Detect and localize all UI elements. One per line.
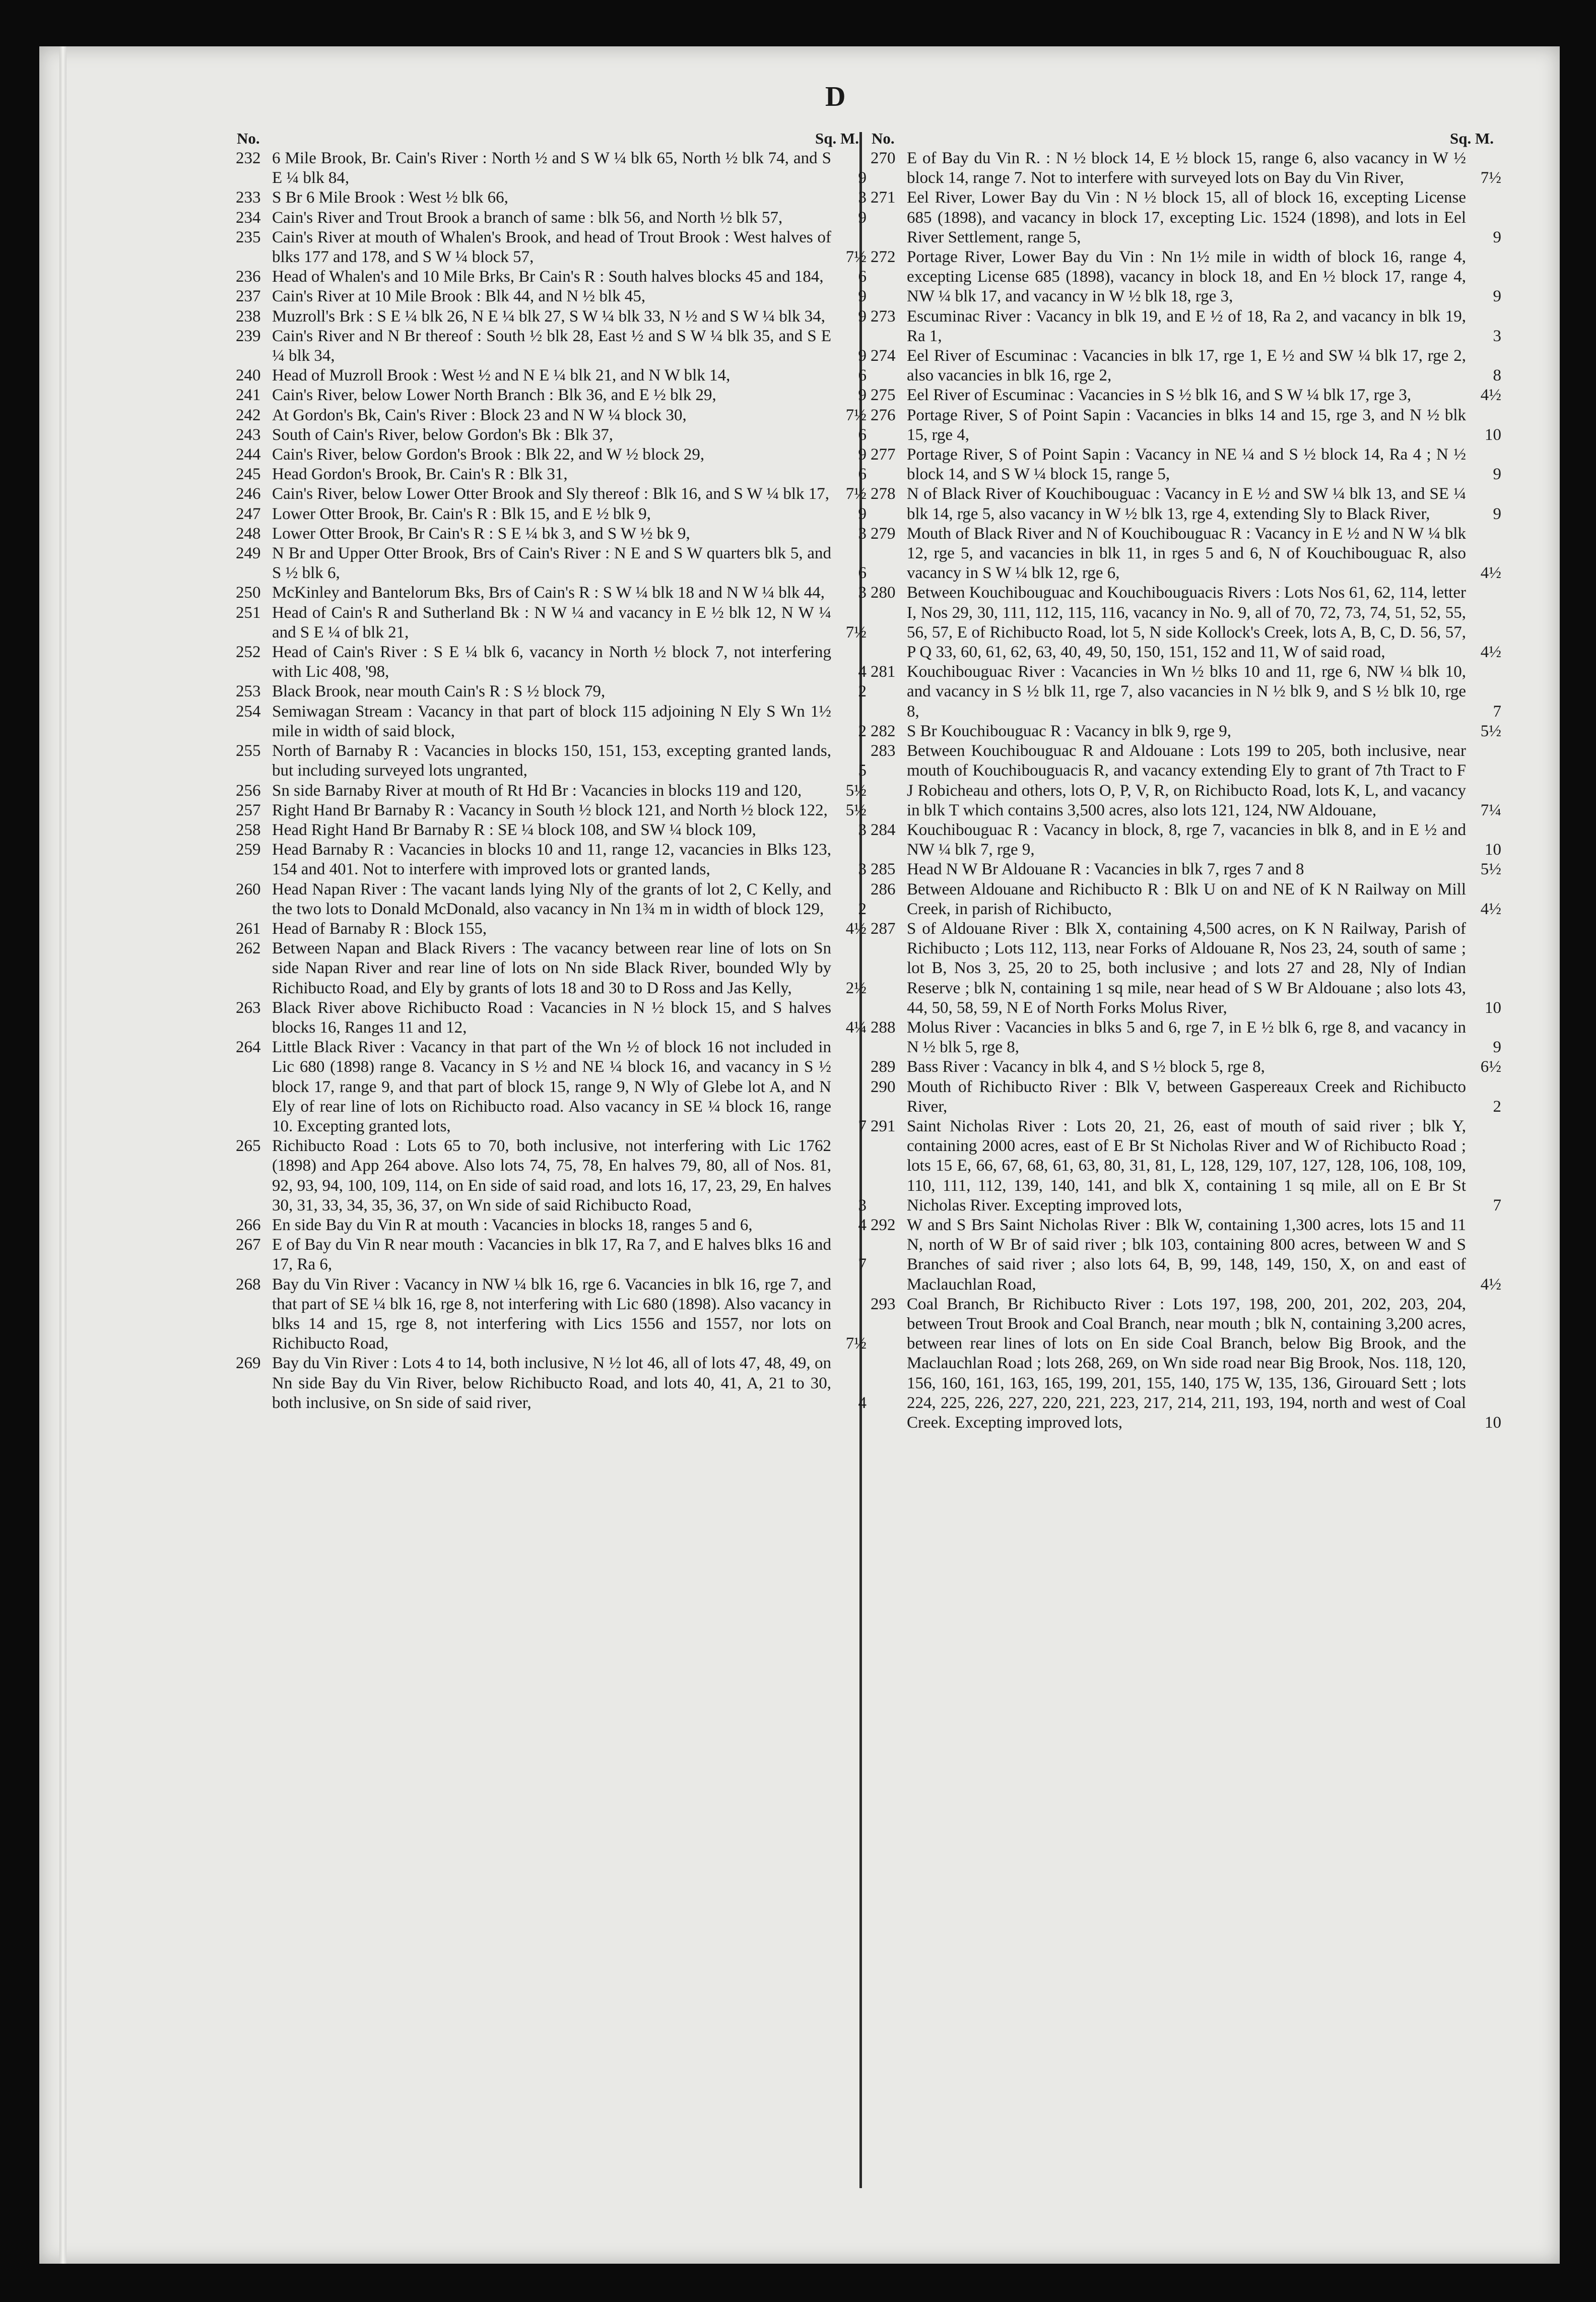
entry-description: Portage River, S of Point Sapin : Vacancies in blks 14 and 15, rge 3, and N ½ blk 15, rge 4, (907, 406, 1466, 444)
entry-number: 265 (236, 1137, 261, 1156)
entry-area: 4¼ (845, 1018, 867, 1037)
entry-area: 10 (1485, 1414, 1501, 1432)
entry-number: 283 (871, 742, 896, 760)
entry-description: Muzroll's Brk : S E ¼ blk 26, N E ¼ blk 27, S W ¼ blk 33, N ½ and S W ¼ blk 34, (272, 307, 826, 326)
list-entry (236, 287, 867, 306)
entry-number: 287 (871, 919, 896, 938)
entry-area: 4½ (1480, 1275, 1501, 1294)
entry-number: 261 (236, 919, 261, 938)
entry-number: 268 (236, 1275, 261, 1294)
entry-description: Lower Otter Brook, Br Cain's R : S E ¼ bk 3, and S W ½ bk 9, (272, 524, 690, 543)
entry-number: 286 (871, 880, 896, 899)
entry-description: Eel River of Escuminac : Vacancies in S ½ blk 16, and S W ¼ blk 17, rge 3, (907, 386, 1412, 405)
entry-description: Head Gordon's Brook, Br. Cain's R : Blk 31, (272, 465, 568, 484)
entry-number: 233 (236, 188, 261, 207)
entry-description: Richibucto Road : Lots 65 to 70, both inclusive, not interfering with Lic 1762 (1898) and App 264 above. Also lots 74, 75, 78, En halves 79, 80, all of Nos. 81, 92, 93, 94, 100, 109, 114, on En side of said road, and lots 16, 17, 23, 29, En halves 30, 31, 33, 34, 35, 36, 37, on Wn side of said Richibucto Road, (272, 1137, 831, 1214)
entry-area: 6 (858, 465, 867, 484)
entry-description: Molus River : Vacancies in blks 5 and 6, rge 7, in E ½ blk 6, rge 8, and vacancy in N ½ blk 5, rge 8, (907, 1018, 1466, 1057)
list-entry (236, 1235, 867, 1274)
entry-area: 9 (858, 208, 867, 227)
entry-number: 278 (871, 485, 896, 503)
entry-area: 9 (1493, 1038, 1501, 1057)
list-entry (236, 781, 867, 801)
entry-description: Saint Nicholas River : Lots 20, 21, 26, east of mouth of said river ; blk Y, containing 2000 acres, east of E Br St Nicholas River and W of Richibucto Road ; lots 15 E, 66, 67, 68, 61, 63, 80, 31, 81, L, 128, 129, 107, 127, 128, 106, 108, 109, 110, 111, 112, 139, 140, 141, and blk X, containing 1 sq mile, all on E Br St Nicholas River. Excepting improved lots, (907, 1117, 1466, 1214)
list-entry (236, 188, 867, 208)
entry-number: 264 (236, 1038, 261, 1057)
entry-description: Between Kouchibouguac R and Aldouane : Lots 199 to 205, both inclusive, near mouth of Kouchibouguacis R, and vacancy extending Ely to grant of 7th Tract to F J Robicheau and others, lots O, P, V, R, on Richibucto Road, lots K, L, and vacancy in blk T which contains 3,500 acres, also lots 121, 124, NW Aldouane, (907, 742, 1466, 819)
list-entry (871, 307, 1501, 346)
entry-number: 243 (236, 425, 261, 444)
entry-description: Head N W Br Aldouane R : Vacancies in blk 7, rges 7 and 8 (907, 860, 1304, 879)
list-entry (871, 880, 1501, 919)
list-entry (236, 583, 867, 603)
entry-number: 236 (236, 268, 261, 286)
entry-area: 2 (858, 722, 867, 740)
list-entry (236, 524, 867, 544)
entry-description: Cain's River at mouth of Whalen's Brook, and head of Trout Brook : West halves of blks 177 and 178, and S W ¼ block 57, (272, 228, 831, 267)
entry-area: 7½ (845, 485, 867, 503)
list-entry (236, 682, 867, 701)
entry-area: 7½ (845, 406, 867, 424)
entry-area: 9 (858, 287, 867, 306)
entry-description: Cain's River, below Gordon's Brook : Blk 22, and W ½ block 29, (272, 445, 705, 464)
list-entry (236, 504, 867, 524)
entry-description: Bay du Vin River : Vacancy in NW ¼ blk 16, rge 6. Vacancies in blk 16, rge 7, and that part of SE ¼ blk 16, rge 8, not interfering with Lic 680 (1898). Also vacancy in blks 14 and 15, rge 8, not interfering with Lics 1556 and 1557, nor lots on Richibucto Road, (272, 1275, 831, 1353)
left-column-header (237, 129, 859, 149)
entry-area: 7 (1493, 1196, 1501, 1214)
entry-number: 272 (871, 248, 896, 267)
list-entry (236, 880, 867, 919)
right-column-header (872, 129, 1494, 149)
entry-area: 10 (1485, 841, 1501, 859)
entry-description: Semiwagan Stream : Vacancy in that part of block 115 adjoining N Ely S Wn 1½ mile in width of said block, (272, 702, 831, 740)
list-entry (871, 1057, 1501, 1077)
entry-description: Between Aldouane and Richibucto R : Blk U on and NE of K N Railway on Mill Creek, in parish of Richibucto, (907, 880, 1466, 918)
entry-area: 2½ (845, 979, 867, 997)
list-entry (236, 603, 867, 643)
entry-description: 6 Mile Brook, Br. Cain's River : North ½ and S W ¼ blk 65, North ½ blk 74, and S E ¼ blk 84, (272, 149, 831, 187)
entry-number: 288 (871, 1018, 896, 1037)
entry-description: Eel River, Lower Bay du Vin : N ½ block 15, all of block 16, excepting License 685 (1898), and vacancy in block 17, excepting Lic. 1524 (1898), and lots in Eel River Settlement, range 5, (907, 188, 1466, 246)
list-entry (236, 998, 867, 1038)
entry-area: 4½ (1480, 564, 1501, 583)
list-entry (236, 702, 867, 741)
list-entry (871, 860, 1501, 879)
list-entry (236, 1136, 867, 1216)
list-entry (236, 1354, 867, 1413)
entry-area: 7½ (845, 1334, 867, 1353)
entry-area: 4½ (1480, 386, 1501, 405)
sqm-header: Sq. M. (1450, 130, 1494, 147)
entry-description: Eel River of Escuminac : Vacancies in blk 17, rge 1, E ½ and SW ¼ blk 17, rge 2, also vacancies in blk 16, rge 2, (907, 347, 1466, 385)
entry-description: Head of Cain's R and Sutherland Bk : N W ¼ and vacancy in E ½ blk 12, N W ¼ and S E ¼ of blk 21, (272, 603, 831, 642)
list-entry (871, 188, 1501, 247)
entry-description: Black Brook, near mouth Cain's R : S ½ block 79, (272, 682, 606, 701)
entry-area: 9 (858, 347, 867, 365)
entry-description: Between Kouchibouguac and Kouchibouguacis Rivers : Lots Nos 61, 62, 114, letter I, Nos 29, 30, 111, 112, 115, 116, vacancy in No. 9, all of 70, 72, 73, 74, 51, 52, 55, 56, 57, E of Richibucto Road, lot 5, N side Kollock's Creek, lots A, B, C, D. 56, 57, P Q 33, 60, 61, 62, 63, 40, 49, 50, 150, 151, 152 and 11, W of said road, (907, 584, 1466, 662)
list-entry (236, 1275, 867, 1354)
list-entry (236, 267, 867, 287)
entry-area: 7½ (845, 248, 867, 267)
page-letter: D (825, 81, 846, 112)
entry-number: 251 (236, 603, 261, 622)
list-entry (871, 741, 1501, 820)
entry-number: 241 (236, 386, 261, 405)
entry-area: 9 (858, 504, 867, 523)
entry-area: 3 (858, 820, 867, 839)
entry-number: 244 (236, 445, 261, 464)
entry-area: 10 (1485, 425, 1501, 444)
entry-description: Bay du Vin River : Lots 4 to 14, both inclusive, N ½ lot 46, all of lots 47, 48, 49, on Nn side Bay du Vin River, below Richibucto Road, and lots 40, 41, A, 21 to 30, both inclusive, on Sn side of said river, (272, 1354, 831, 1412)
entry-area: 5½ (845, 801, 867, 819)
entry-description: Portage River, Lower Bay du Vin : Nn 1½ mile in width of block 16, range 4, excepting License 685 (1898), vacancy in block 18, and En ½ block 17, range 4, NW ¼ blk 17, and vacancy in W ½ blk 18, rge 3, (907, 248, 1466, 306)
entry-area: 3 (858, 1196, 867, 1214)
entry-number: 276 (871, 406, 896, 424)
entry-area: 3 (858, 860, 867, 879)
list-entry (236, 820, 867, 840)
entry-area: 9 (858, 445, 867, 464)
right-column (871, 129, 1501, 1433)
entry-area: 3 (858, 584, 867, 602)
entry-description: Cain's River and Trout Brook a branch of same : blk 56, and North ½ blk 57, (272, 208, 783, 227)
list-entry (236, 445, 867, 465)
entry-number: 271 (871, 188, 896, 207)
entry-description: Sn side Barnaby River at mouth of Rt Hd Br : Vacancies in blocks 119 and 120, (272, 781, 802, 800)
entry-description: Mouth of Black River and N of Kouchibouguac R : Vacancy in E ½ and N W ¼ blk 12, rge 5, and vacancies in blk 11, in rges 5 and 6, N of Kouchibouguac R, also vacancy in S W ¼ blk 12, rge 6, (907, 524, 1466, 583)
entry-number: 262 (236, 939, 261, 958)
entry-number: 282 (871, 722, 896, 740)
entry-description: Head of Barnaby R : Block 155, (272, 919, 487, 938)
list-entry (871, 820, 1501, 860)
entry-area: 7½ (845, 623, 867, 642)
list-entry (236, 643, 867, 682)
entry-number: 267 (236, 1236, 261, 1254)
list-entry (871, 722, 1501, 741)
entry-area: 7½ (1480, 169, 1501, 187)
entry-description: Head Right Hand Br Barnaby R : SE ¼ block 108, and SW ¼ block 109, (272, 820, 756, 839)
entry-area: 6 (858, 564, 867, 583)
entry-area: 4 (858, 1216, 867, 1234)
entry-number: 258 (236, 820, 261, 839)
list-entry (871, 247, 1501, 307)
entry-description: Little Black River : Vacancy in that part of the Wn ½ of block 16 not included in Lic 680 (1898) range 8. Vacancy in S ½ and NE ¼ block 16, and vacancy in S ½ block 17, range 9, and that part of block 15, range 9, N Wly of Glebe lot A, and N Ely of rear line of lots on Richibucto road. Also vacancy in SE ¼ block 16, range 10. Excepting granted lots, (272, 1038, 831, 1135)
entry-description: Escuminac River : Vacancy in blk 19, and E ½ of 18, Ra 2, and vacancy in blk 19, Ra 1, (907, 307, 1466, 345)
entry-number: 238 (236, 307, 261, 326)
entry-description: At Gordon's Bk, Cain's River : Block 23 and N W ¼ block 30, (272, 406, 687, 424)
entry-number: 247 (236, 504, 261, 523)
entry-area: 4½ (1480, 643, 1501, 662)
entry-area: 6½ (1480, 1058, 1501, 1076)
entry-area: 9 (1493, 504, 1501, 523)
entry-number: 245 (236, 465, 261, 484)
list-entry (236, 741, 867, 781)
entry-number: 252 (236, 643, 261, 662)
entry-description: E of Bay du Vin R near mouth : Vacancies in blk 17, Ra 7, and E halves blks 16 and 17, Ra 6, (272, 1236, 831, 1274)
entry-description: Cain's River, below Lower North Branch : Blk 36, and E ½ blk 29, (272, 386, 716, 405)
entry-area: 5 (858, 761, 867, 780)
entry-description: N Br and Upper Otter Brook, Brs of Cain's River : N E and S W quarters blk 5, and S ½ blk 6, (272, 544, 831, 583)
entry-number: 281 (871, 663, 896, 681)
entry-area: 5½ (845, 781, 867, 800)
entry-number: 292 (871, 1216, 896, 1234)
entry-description: Kouchibouguac River : Vacancies in Wn ½ blks 10 and 11, rge 6, NW ¼ blk 10, and vacancy in S ½ blk 11, rge 7, also vacancies in N ½ blk 9, and S ½ blk 10, rge 8, (907, 663, 1466, 721)
entry-description: Head Barnaby R : Vacancies in blocks 10 and 11, range 12, vacancies in Blks 123, 154 and 401. Not to interfere with improved lots or granted lands, (272, 841, 831, 879)
entry-number: 277 (871, 445, 896, 464)
entry-area: 9 (858, 307, 867, 326)
entry-description: Cain's River and N Br thereof : South ½ blk 28, East ½ and S W ¼ blk 35, and S E ¼ blk 34, (272, 327, 831, 365)
list-entry (236, 366, 867, 386)
entry-description: S Br Kouchibouguac R : Vacancy in blk 9, rge 9, (907, 722, 1232, 740)
list-entry (236, 465, 867, 484)
entry-area: 4 (858, 1393, 867, 1412)
list-entry (236, 840, 867, 879)
sqm-header: Sq. M. (815, 130, 859, 147)
entry-number: 242 (236, 406, 261, 424)
entry-area: 2 (858, 900, 867, 918)
entry-number: 269 (236, 1354, 261, 1373)
entry-number: 273 (871, 307, 896, 326)
entry-description: Bass River : Vacancy in blk 4, and S ½ block 5, rge 8, (907, 1058, 1265, 1076)
entry-area: 4½ (845, 919, 867, 938)
page-fold (59, 46, 66, 2264)
entry-number: 234 (236, 208, 261, 227)
entry-number: 263 (236, 998, 261, 1017)
entry-number: 270 (871, 149, 896, 167)
entry-area: 8 (1493, 366, 1501, 385)
entry-description: Head of Cain's River : S E ¼ blk 6, vacancy in North ½ block 7, not interfering with Lic 408, '98, (272, 643, 831, 681)
list-entry (871, 524, 1501, 584)
entry-description: E of Bay du Vin R. : N ½ block 14, E ½ block 15, range 6, also vacancy in W ½ block 14, range 7. Not to interfere with surveyed lots on Bay du Vin River, (907, 149, 1466, 187)
list-entry (236, 1216, 867, 1235)
entry-description: N of Black River of Kouchibouguac : Vacancy in E ½ and SW ¼ blk 13, and SE ¼ blk 14, rge 5, also vacancy in W ½ blk 13, rge 4, extending Sly to Black River, (907, 485, 1466, 523)
entry-number: 255 (236, 742, 261, 760)
entry-number: 239 (236, 327, 261, 345)
entry-area: 9 (1493, 228, 1501, 246)
entry-number: 280 (871, 584, 896, 602)
entry-number: 279 (871, 524, 896, 543)
list-entry (236, 208, 867, 228)
entry-area: 4 (858, 663, 867, 681)
entry-description: Cain's River, below Lower Otter Brook and Sly thereof : Blk 16, and S W ¼ blk 17, (272, 485, 830, 503)
list-entry (871, 1295, 1501, 1433)
entry-description: Kouchibouguac R : Vacancy in block, 8, rge 7, vacancies in blk 8, and in E ½ and NW ¼ blk 7, rge 9, (907, 820, 1466, 859)
list-entry (871, 484, 1501, 524)
entry-number: 285 (871, 860, 896, 879)
entry-description: Between Napan and Black Rivers : The vacancy between rear line of lots on Sn side Napan River and rear line of lots on Nn side Black River, bounded Wly by Richibucto Road, and Ely by grants of lots 18 and 30 to D Ross and Jas Kelly, (272, 939, 831, 997)
entry-area: 6 (858, 425, 867, 444)
entry-number: 274 (871, 347, 896, 365)
entry-number: 291 (871, 1117, 896, 1135)
entry-area: 9 (858, 169, 867, 187)
entry-area: 10 (1485, 998, 1501, 1017)
entry-area: 9 (1493, 465, 1501, 484)
entry-area: 9 (858, 386, 867, 405)
entry-description: Portage River, S of Point Sapin : Vacancy in NE ¼ and S ½ block 14, Ra 4 ; N ½ block 14, and S W ¼ block 15, range 5, (907, 445, 1466, 484)
entry-description: S of Aldouane River : Blk X, containing 4,500 acres, on K N Railway, Parish of Richibucto ; Lots 112, 113, near Forks of Aldouane R, Nos 23, 24, south of same ; lot B, Nos 3, 25, 20 to 25, both inclusive ; and lots 27 and 28, Nly of Indian Reserve ; blk N, containing 1 sq mile, near head of S W Br Aldouane ; also lots 43, 44, 50, 58, 59, N E of North Forks Molus River, (907, 919, 1466, 1017)
entry-number: 249 (236, 544, 261, 563)
list-entry (871, 386, 1501, 405)
entry-number: 260 (236, 880, 261, 899)
entry-number: 266 (236, 1216, 261, 1234)
entry-number: 248 (236, 524, 261, 543)
right-entry-list (871, 149, 1501, 1433)
entry-area: 7 (1493, 702, 1501, 721)
entry-area: 2 (858, 682, 867, 701)
list-entry (871, 346, 1501, 386)
list-entry (236, 544, 867, 583)
entry-description: Head of Whalen's and 10 Mile Brks, Br Cain's R : South halves blocks 45 and 184, (272, 268, 824, 286)
entry-number: 235 (236, 228, 261, 246)
no-header: No. (237, 130, 260, 147)
entry-number: 237 (236, 287, 261, 306)
entry-area: 5½ (1480, 860, 1501, 879)
entry-area: 7 (858, 1117, 867, 1135)
no-header: No. (872, 130, 895, 147)
entry-number: 293 (871, 1295, 896, 1313)
list-entry (871, 445, 1501, 484)
list-entry (236, 406, 867, 425)
entry-area: 4½ (1480, 900, 1501, 918)
entry-description: North of Barnaby R : Vacancies in blocks 150, 151, 153, excepting granted lands, but including surveyed lots ungranted, (272, 742, 831, 780)
entry-description: Right Hand Br Barnaby R : Vacancy in South ½ block 121, and North ½ block 122, (272, 801, 828, 819)
list-entry (236, 919, 867, 939)
entry-number: 254 (236, 702, 261, 721)
list-entry (871, 1117, 1501, 1216)
entry-number: 246 (236, 485, 261, 503)
entry-number: 253 (236, 682, 261, 701)
entry-number: 275 (871, 386, 896, 405)
list-entry (236, 484, 867, 504)
entry-description: McKinley and Bantelorum Bks, Brs of Cain's R : S W ¼ blk 18 and N W ¼ blk 44, (272, 584, 825, 602)
list-entry (236, 425, 867, 445)
entry-number: 257 (236, 801, 261, 819)
list-entry (871, 1216, 1501, 1295)
left-entry-list (236, 149, 867, 1413)
entry-number: 256 (236, 781, 261, 800)
entry-area: 3 (858, 188, 867, 207)
list-entry (236, 327, 867, 366)
list-entry (871, 1018, 1501, 1057)
list-entry (236, 228, 867, 267)
entry-description: Mouth of Richibucto River : Blk V, between Gaspereaux Creek and Richibucto River, (907, 1077, 1466, 1116)
entry-number: 232 (236, 149, 261, 167)
left-column (236, 129, 867, 1413)
entry-area: 9 (1493, 287, 1501, 306)
entry-area: 7 (858, 1255, 867, 1274)
list-entry (236, 939, 867, 998)
list-entry (871, 919, 1501, 1018)
entry-description: Coal Branch, Br Richibucto River : Lots 197, 198, 200, 201, 202, 203, 204, between Trout Brook and Coal Branch, near mouth ; blk N, containing 3,200 acres, between rear lines of lots on En side Coal Branch, below Big Brook, and the Maclauchlan Road ; lots 268, 269, on Wn side road near Big Brook, Nos. 118, 120, 156, 160, 161, 163, 165, 199, 201, 155, 140, 175 W, 135, 136, Girouard Sett ; lots 224, 225, 226, 227, 220, 221, 223, 217, 214, 211, 193, 194, north and west of Coal Creek. Excepting improved lots, (907, 1295, 1466, 1432)
entry-description: W and S Brs Saint Nicholas River : Blk W, containing 1,300 acres, lots 15 and 11 N, north of W Br of said river ; blk 103, containing 800 acres, between W and S Branches of said river ; also lots 64, B, 99, 148, 149, 150, X, on and east of Maclauchlan Road, (907, 1216, 1466, 1294)
list-entry (236, 386, 867, 405)
entry-description: South of Cain's River, below Gordon's Bk : Blk 37, (272, 425, 613, 444)
list-entry (236, 801, 867, 820)
list-entry (236, 307, 867, 327)
entry-number: 289 (871, 1058, 896, 1076)
list-entry (871, 149, 1501, 188)
entry-number: 250 (236, 584, 261, 602)
entry-number: 240 (236, 366, 261, 385)
entry-description: Head of Muzroll Brook : West ½ and N E ¼ blk 21, and N W blk 14, (272, 366, 730, 385)
entry-description: Cain's River at 10 Mile Brook : Blk 44, and N ½ blk 45, (272, 287, 646, 306)
list-entry (236, 149, 867, 188)
entry-area: 3 (1493, 327, 1501, 345)
entry-number: 284 (871, 820, 896, 839)
entry-number: 290 (871, 1077, 896, 1096)
list-entry (871, 662, 1501, 722)
entry-area: 2 (1493, 1097, 1501, 1116)
entry-description: Head Napan River : The vacant lands lying Nly of the grants of lot 2, C Kelly, and the two lots to Donald McDonald, also vacancy in Nn 1¾ m in width of block 129, (272, 880, 831, 918)
entry-area: 6 (858, 268, 867, 286)
entry-description: Lower Otter Brook, Br. Cain's R : Blk 15, and E ½ blk 9, (272, 504, 651, 523)
list-entry (871, 406, 1501, 445)
entry-area: 5½ (1480, 722, 1501, 740)
entry-area: 6 (858, 366, 867, 385)
entry-number: 259 (236, 841, 261, 859)
list-entry (871, 583, 1501, 662)
entry-description: Black River above Richibucto Road : Vacancies in N ½ block 15, and S halves blocks 16, Ranges 11 and 12, (272, 998, 831, 1037)
list-entry (236, 1038, 867, 1136)
entry-area: 3 (858, 524, 867, 543)
entry-area: 7¼ (1480, 801, 1501, 819)
list-entry (871, 1077, 1501, 1117)
entry-description: S Br 6 Mile Brook : West ½ blk 66, (272, 188, 508, 207)
entry-description: En side Bay du Vin R at mouth : Vacancies in blocks 18, ranges 5 and 6, (272, 1216, 753, 1234)
